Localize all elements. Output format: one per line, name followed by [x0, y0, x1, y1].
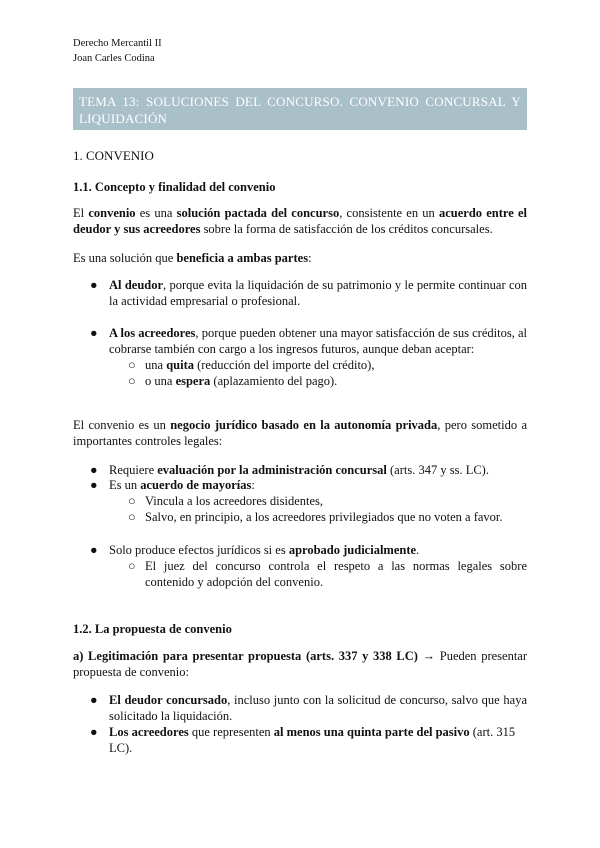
list-item-deudor: ● Al deudor, porque evita la liquidación de su patrimonio y le permite continuar con la actividad empresarial o profesional.	[90, 278, 527, 308]
subsection-heading-1-1: 1.1. Concepto y finalidad del convenio	[73, 180, 276, 194]
bullet-disc-icon: ●	[90, 478, 98, 492]
bullet-circle-icon: ○	[128, 510, 136, 524]
paragraph-benefits: Es una solución que beneficia a ambas partes:	[73, 251, 312, 265]
section-heading: 1. CONVENIO	[73, 148, 154, 163]
list-item-deudor-concursado: ● El deudor concursado, incluso junto con la solicitud de concurso, salvo que haya solicitado la liquidación.	[90, 693, 527, 723]
list-subitem-control-juez: ○ El juez del concurso controla el respeto a las normas legales sobre contenido y adopción del convenio.	[128, 559, 527, 589]
course-name: Derecho Mercantil II	[73, 38, 162, 49]
bullet-disc-icon: ●	[90, 326, 98, 340]
bullet-circle-icon: ○	[128, 494, 136, 508]
bullet-disc-icon: ●	[90, 725, 98, 739]
list-item-acreedores-quinta: ● Los acreedores que representen al menos una quinta parte del pasivo (art. 315 LC).	[90, 725, 516, 755]
paragraph-definition: El convenio es una solución pactada del concurso, consistente en un acuerdo entre el deudor y sus acreedores sobre la forma de satisfacción de los créditos concursales.	[73, 206, 528, 236]
bullet-circle-icon: ○	[128, 374, 136, 388]
bullet-disc-icon: ●	[90, 543, 98, 557]
list-subitem-quita: ○ una quita (reducción del importe del crédito),	[128, 358, 375, 372]
topic-title-banner	[73, 88, 527, 130]
bullet-circle-icon: ○	[128, 358, 136, 372]
paragraph-legitimacion: a) Legitimación para presentar propuesta (arts. 337 y 338 LC) → Pueden presentar propuesta de convenio:	[73, 649, 528, 679]
paragraph-negocio-juridico: El convenio es un negocio jurídico basado en la autonomía privada, pero sometido a importantes controles legales:	[73, 418, 528, 448]
subsection-heading-1-2: 1.2. La propuesta de convenio	[73, 622, 232, 636]
bullet-circle-icon: ○	[128, 559, 136, 573]
list-item-evaluacion: ● Requiere evaluación por la administración concursal (arts. 347 y ss. LC).	[90, 463, 489, 477]
author-name: Joan Carles Codina	[73, 53, 155, 64]
list-item-acreedores: ● A los acreedores, porque pueden obtener una mayor satisfacción de sus créditos, al cobrarse también con cargo a los ingresos futuros, aunque deban aceptar:	[90, 326, 528, 356]
bullet-disc-icon: ●	[90, 463, 98, 477]
bullet-disc-icon: ●	[90, 278, 98, 292]
list-item-aprobacion: ● Solo produce efectos jurídicos si es aprobado judicialmente.	[90, 543, 420, 557]
bullet-disc-icon: ●	[90, 693, 98, 707]
list-item-mayorias: ● Es un acuerdo de mayorías:	[90, 478, 255, 492]
list-subitem-privilegiados: ○ Salvo, en principio, a los acreedores privilegiados que no voten a favor.	[128, 510, 503, 524]
topic-title: TEMA 13: SOLUCIONES DEL CONCURSO. CONVENIO CONCURSAL Y LIQUIDACIÓN	[79, 94, 521, 126]
list-subitem-espera: ○ o una espera (aplazamiento del pago).	[128, 374, 338, 388]
list-subitem-disidentes: ○ Vincula a los acreedores disidentes,	[128, 494, 324, 508]
page-header	[73, 36, 162, 66]
